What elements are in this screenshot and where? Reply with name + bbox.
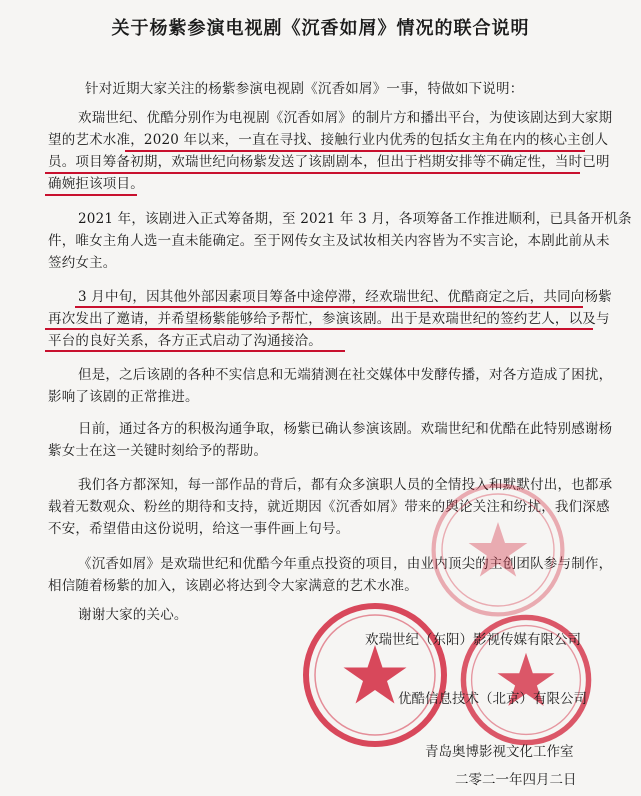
red-underline: [45, 328, 593, 330]
text-line: 望的艺术水准，2020 年以来，一直在寻找、接触行业内优秀的包括女主角在内的核心主创人: [48, 132, 609, 148]
red-underline: [45, 172, 580, 174]
text-line: 谢谢大家的关心。: [78, 607, 188, 623]
text-line: 2021 年，该剧进入正式筹备期，至 2021 年 3 月，各项筹备工作推进顺利，已具备开机条: [78, 211, 632, 227]
text-line: 影响了该剧的正常推进。: [48, 389, 199, 405]
text-line: 载着无数观众、粉丝的期待和支持，就近期因《沉香如屑》带来的舆论关注和纷扰，我们深感: [48, 499, 610, 515]
text-line: 再次发出了邀请，并希望杨紫能够给予帮忙，参演该剧。出于是欢瑞世纪的签约艺人，以及与: [48, 311, 610, 327]
text-line: 紫女士在这一关键时刻给予的帮助。: [48, 443, 268, 459]
text-line: 我们各方都深知，每一部作品的背后，都有众多演职人员的全情投入和默默付出，也都承: [78, 477, 613, 493]
signature-company: 优酷信息技术（北京）有限公司: [398, 691, 587, 707]
text-line: 日前，通过各方的积极沟通争取，杨紫已确认参演该剧。欢瑞世纪和优酷在此特别感谢杨: [78, 421, 613, 437]
text-line: 确婉拒该项目。: [48, 176, 144, 192]
text-line: 但是，之后该剧的各种不实信息和无端猜测在社交媒体中发酵传播，对各方造成了困扰，: [78, 367, 613, 383]
text-line: 平台的良好关系，各方正式启动了沟通接洽。: [48, 333, 322, 349]
text-line: 欢瑞世纪、优酷分别作为电视剧《沉香如屑》的制片方和播出平台，为使该剧达到大家期: [78, 110, 613, 126]
text-line: 3 月中旬，因其他外部因素项目筹备中途停滞，经欢瑞世纪、优酷商定之后，共同向杨紫: [78, 289, 612, 305]
signature-company: 欢瑞世纪（东阳）影视传媒有限公司: [365, 632, 581, 648]
text-line: 员。项目筹备初期，欢瑞世纪向杨紫发送了该剧剧本，但出于档期安排等不确定性，当时已明: [48, 154, 610, 170]
document-date: 二零二一年四月二日: [455, 772, 577, 788]
text-line: 件，唯女主角人选一直未能确定。至于网传女主及试妆相关内容皆为不实言论，本剧此前从未: [48, 233, 610, 249]
text-line: 相信随着杨紫的加入，该剧必将达到令大家满意的艺术水准。: [48, 578, 418, 594]
company-seal: [300, 600, 450, 750]
text-line: 针对近期大家关注的杨紫参演电视剧《沉香如屑》一事，特做如下说明：: [85, 81, 524, 97]
red-underline: [45, 194, 137, 196]
text-line: 不安，希望借由这份说明，给这一事件画上句号。: [48, 521, 350, 537]
red-underline: [75, 306, 583, 308]
document-title: 关于杨紫参演电视剧《沉香如屑》情况的联合说明: [111, 18, 530, 39]
text-line: 《沉香如屑》是欢瑞世纪和优酷今年重点投资的项目，由业内顶尖的主创团队参与制作，: [78, 556, 613, 572]
signature-company: 青岛奥博影视文化工作室: [425, 744, 574, 760]
red-underline: [45, 350, 345, 352]
company-seal: [428, 480, 568, 620]
red-underline: [125, 150, 585, 152]
text-line: 签约女主。: [48, 255, 117, 271]
